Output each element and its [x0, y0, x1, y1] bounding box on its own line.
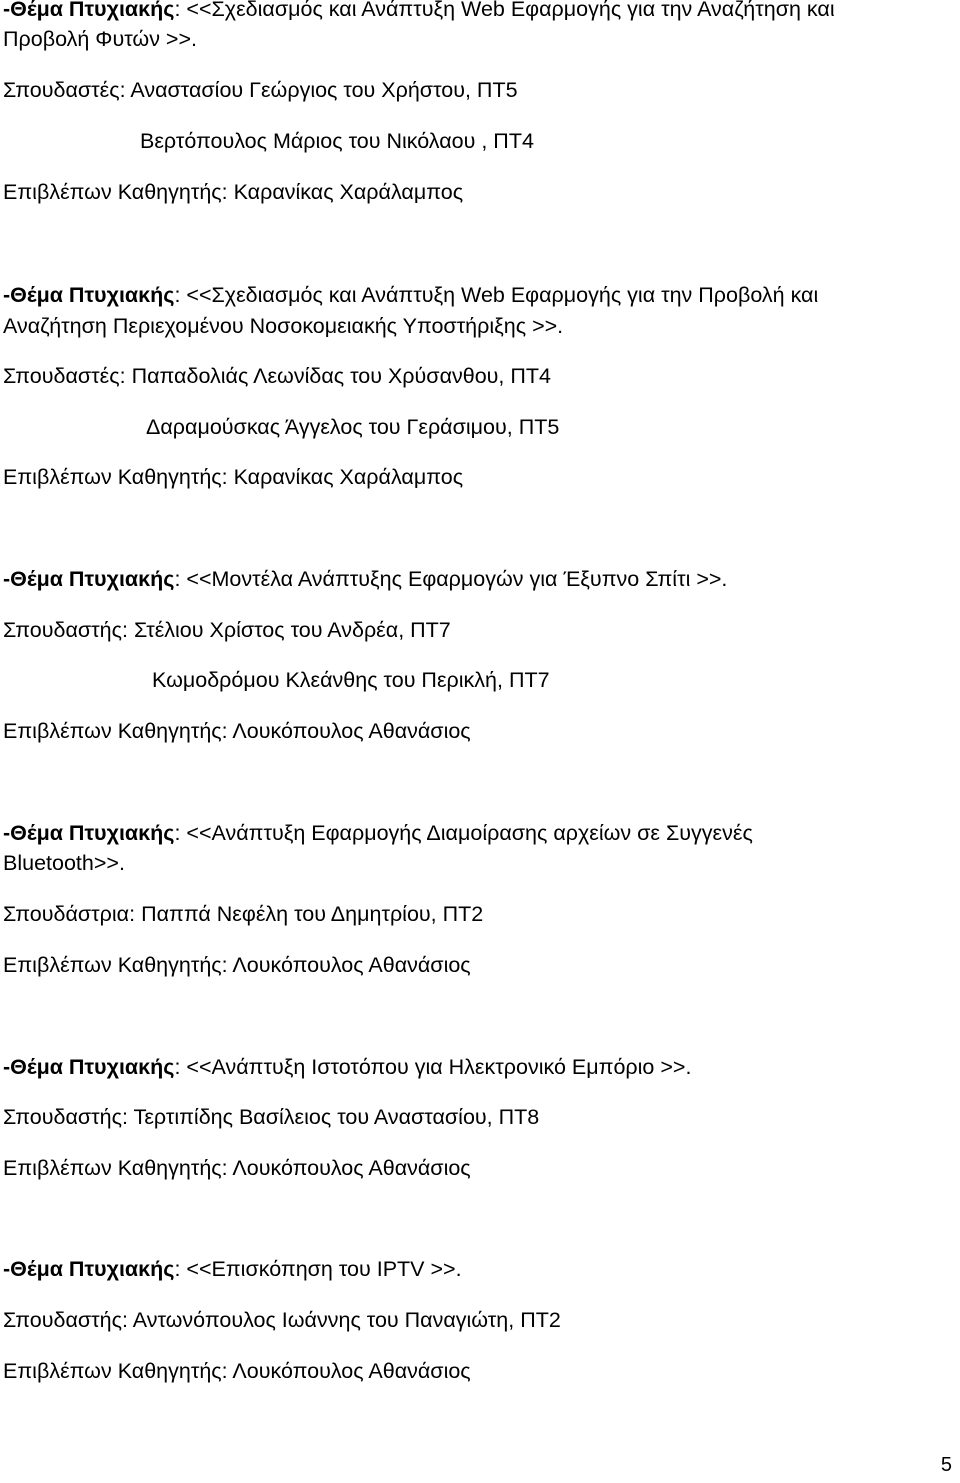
thesis-topic-1-cont: Προβολή Φυτών >>.	[3, 27, 198, 51]
supervisor-line-4: Επιβλέπων Καθηγητής: Λουκόπουλος Αθανάσιος	[3, 953, 471, 977]
supervisor-name: Λουκόπουλος Αθανάσιος	[232, 1359, 471, 1383]
students-line-2: Σπουδαστές: Παπαδολιάς Λεωνίδας του Χρύσανθου, ΠΤ4	[3, 364, 551, 388]
thesis-topic-5: -Θέμα Πτυχιακής: <<Ανάπτυξη Ιστοτόπου για Ηλεκτρονικό Εμπόριο >>.	[3, 1055, 692, 1079]
student-name: Τερτιπίδης Βασίλειος του Αναστασίου, ΠΤ8	[133, 1105, 540, 1129]
thesis-topic-2-cont: Αναζήτηση Περιεχομένου Νοσοκομειακής Υποστήριξης >>.	[3, 314, 564, 338]
topic-title: <<Μοντέλα Ανάπτυξης Εφαρμογών για Έξυπνο Σπίτι >>.	[186, 567, 728, 591]
student-line-4: Σπουδάστρια: Παππά Νεφέλη του Δημητρίου, ΠΤ2	[3, 902, 484, 926]
thesis-topic-3: -Θέμα Πτυχιακής: <<Μοντέλα Ανάπτυξης Εφαρμογών για Έξυπνο Σπίτι >>.	[3, 567, 728, 591]
topic-title: <<Ανάπτυξη Ιστοτόπου για Ηλεκτρονικό Εμπόριο >>.	[186, 1055, 692, 1079]
topic-label: -Θέμα Πτυχιακής	[3, 1257, 175, 1281]
topic-label: -Θέμα Πτυχιακής	[3, 821, 175, 845]
supervisor-name: Λουκόπουλος Αθανάσιος	[232, 1156, 471, 1180]
supervisor-name: Λουκόπουλος Αθανάσιος	[232, 719, 471, 743]
student-line-6: Σπουδαστής: Αντωνόπουλος Ιωάννης του Παναγιώτη, ΠΤ2	[3, 1308, 561, 1332]
supervisor-line-6: Επιβλέπων Καθηγητής: Λουκόπουλος Αθανάσιος	[3, 1359, 471, 1383]
topic-title: <<Σχεδιασμός και Ανάπτυξη Web Εφαρμογής για την Προβολή και	[186, 283, 819, 307]
topic-label: -Θέμα Πτυχιακής	[3, 283, 175, 307]
student-name-2: Δαραμούσκας Άγγελος του Γεράσιμου, ΠΤ5	[146, 415, 560, 439]
supervisor-line-1: Επιβλέπων Καθηγητής: Καρανίκας Χαράλαμπος	[3, 180, 464, 204]
topic-title: <<Σχεδιασμός και Ανάπτυξη Web Εφαρμογής για την Αναζήτηση και	[186, 0, 835, 21]
student-name: Παππά Νεφέλη του Δημητρίου, ΠΤ2	[141, 902, 484, 926]
supervisor-name: Καρανίκας Χαράλαμπος	[233, 180, 464, 204]
thesis-topic-4-cont: Bluetooth>>.	[3, 851, 125, 875]
supervisor-line-3: Επιβλέπων Καθηγητής: Λουκόπουλος Αθανάσιος	[3, 719, 471, 743]
student-name: Παπαδολιάς Λεωνίδας του Χρύσανθου, ΠΤ4	[131, 364, 551, 388]
students-line-1: Σπουδαστές: Αναστασίου Γεώργιος του Χρήστου, ΠΤ5	[3, 78, 518, 102]
student-name-2: Κωμοδρόμου Κλεάνθης του Περικλή, ΠΤ7	[152, 668, 550, 692]
supervisor-name: Καρανίκας Χαράλαμπος	[233, 465, 464, 489]
thesis-topic-2: -Θέμα Πτυχιακής: <<Σχεδιασμός και Ανάπτυξη Web Εφαρμογής για την Προβολή και	[3, 283, 819, 307]
supervisor-name: Λουκόπουλος Αθανάσιος	[232, 953, 471, 977]
thesis-topic-1: -Θέμα Πτυχιακής: <<Σχεδιασμός και Ανάπτυξη Web Εφαρμογής για την Αναζήτηση και	[3, 0, 835, 24]
student-name: Αντωνόπουλος Ιωάννης του Παναγιώτη, ΠΤ2	[132, 1308, 561, 1332]
student-name: Αναστασίου Γεώργιος του Χρήστου, ΠΤ5	[130, 78, 518, 102]
thesis-topic-4: -Θέμα Πτυχιακής: <<Ανάπτυξη Εφαρμογής Διαμοίρασης αρχείων σε Συγγενές	[3, 821, 753, 845]
page-number: 5	[940, 1454, 952, 1476]
supervisor-line-2: Επιβλέπων Καθηγητής: Καρανίκας Χαράλαμπος	[3, 465, 464, 489]
supervisor-line-5: Επιβλέπων Καθηγητής: Λουκόπουλος Αθανάσιος	[3, 1156, 471, 1180]
student-line-5: Σπουδαστής: Τερτιπίδης Βασίλειος του Αναστασίου, ΠΤ8	[3, 1105, 540, 1129]
topic-title: <<Επισκόπηση του IPTV >>.	[186, 1257, 462, 1281]
topic-label: -Θέμα Πτυχιακής	[3, 0, 175, 21]
student-name: Στέλιου Χρίστος του Ανδρέα, ΠΤ7	[133, 618, 451, 642]
thesis-topic-6: -Θέμα Πτυχιακής: <<Επισκόπηση του IPTV >>.	[3, 1257, 462, 1281]
topic-label: -Θέμα Πτυχιακής	[3, 567, 175, 591]
topic-title: <<Ανάπτυξη Εφαρμογής Διαμοίρασης αρχείων σε Συγγενές	[186, 821, 753, 845]
student-line-3: Σπουδαστής: Στέλιου Χρίστος του Ανδρέα, ΠΤ7	[3, 618, 451, 642]
student-name-2: Βερτόπουλος Μάριος του Νικόλαου , ΠΤ4	[140, 129, 534, 153]
topic-label: -Θέμα Πτυχιακής	[3, 1055, 175, 1079]
